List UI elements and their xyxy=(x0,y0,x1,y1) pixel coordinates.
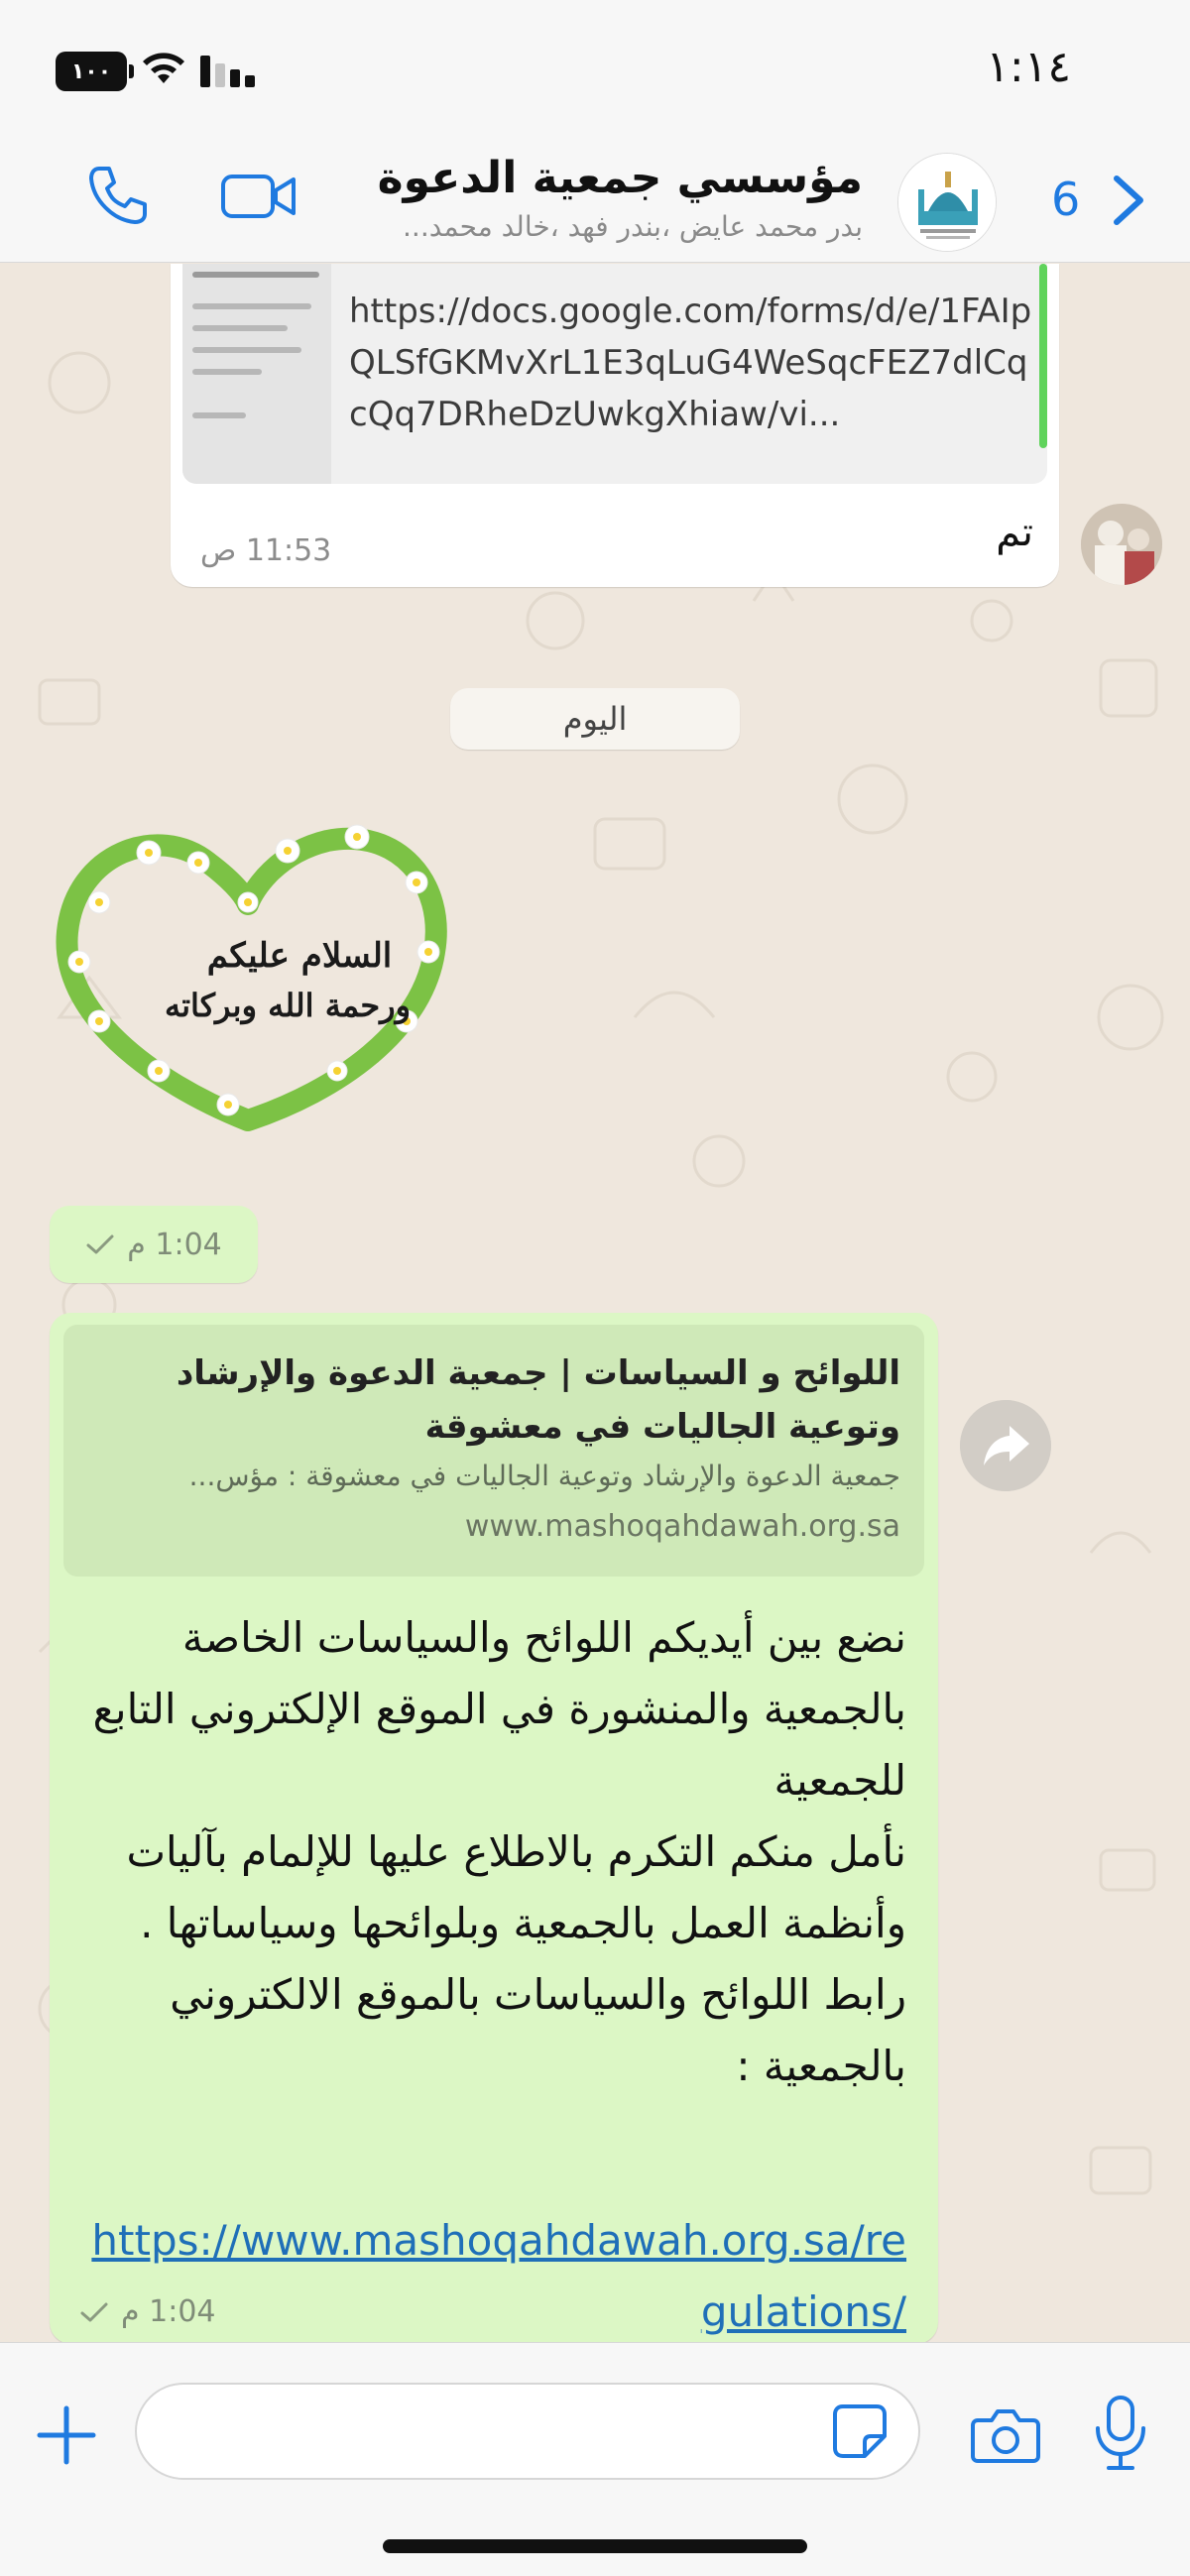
sender-photo xyxy=(1081,504,1162,585)
wifi-icon xyxy=(139,48,188,87)
checkmark-icon xyxy=(79,2301,109,2323)
battery-level: ١٠٠ xyxy=(70,59,112,84)
sticker-timestamp xyxy=(50,1206,258,1283)
link-thumbnail xyxy=(182,264,331,484)
phone-icon[interactable] xyxy=(85,163,151,228)
message-time: 11:53 ص xyxy=(200,533,332,568)
back-unread-count[interactable]: 6 xyxy=(1051,173,1081,226)
link-preview-description: جمعية الدعوة والإرشاد وتوعية الجاليات في معشوقة : مؤس... xyxy=(188,1460,900,1492)
message-list[interactable] xyxy=(0,264,1190,2342)
chat-header xyxy=(0,149,1190,263)
link-preview-domain: www.mashoqahdawah.org.sa xyxy=(464,1509,900,1544)
home-indicator[interactable] xyxy=(383,2539,807,2553)
group-avatar[interactable] xyxy=(897,153,997,252)
status-bar xyxy=(0,0,1190,149)
chat-title[interactable]: مؤسسي جمعية الدعوة xyxy=(377,153,863,203)
link-accent-bar xyxy=(1039,264,1047,448)
greeting-sticker[interactable] xyxy=(40,793,456,1150)
date-separator: اليوم xyxy=(450,688,740,750)
link-preview-card[interactable] xyxy=(182,264,1047,484)
message-text: نضع بين أيديكم اللوائح والسياسات الخاصة بالجمعية والمنشورة في الموقع الإلكتروني التابع للجمعية نأمل منكم التكرم بالاطلاع عليها للإلمام بآليات وأنظمة العمل بالجمعية وبلوائحها وسياساتها . رابط اللوائح والسياسات بالموقع الالكتروني بالجمعية : xyxy=(92,1613,906,2090)
forward-icon[interactable] xyxy=(960,1400,1051,1491)
chevron-left-icon[interactable] xyxy=(1109,173,1148,228)
camera-icon[interactable] xyxy=(970,2406,1041,2464)
incoming-message[interactable] xyxy=(171,264,1059,587)
message-link[interactable]: https://www.mashoqahdawah.org.sa/regulations/ xyxy=(91,2216,906,2336)
microphone-icon[interactable] xyxy=(1093,2395,1148,2472)
message-text: تم xyxy=(996,510,1033,555)
video-camera-icon[interactable] xyxy=(220,171,298,222)
composer-bar xyxy=(0,2342,1190,2576)
message-time: 1:04 م xyxy=(127,1227,222,1262)
message-input[interactable] xyxy=(135,2383,920,2480)
message-time: 1:04 م xyxy=(121,2294,216,2329)
signal-icon xyxy=(200,56,256,87)
battery-icon xyxy=(56,52,127,91)
status-time: ١:١٤ xyxy=(986,42,1071,92)
plus-icon[interactable] xyxy=(34,2402,99,2468)
link-preview-url[interactable]: https://docs.google.com/forms/d/e/1FAIpQLSfGKMvXrL1E3qLuG4WeSqcFEZ7dlCqcQq7DRheDzUwkgXhiaw/vi... xyxy=(349,292,1032,434)
message-timestamp xyxy=(79,2294,216,2329)
chat-members[interactable]: بدر محمد عايض ،بندر فهد ،خالد محمد... xyxy=(403,210,863,243)
checkmark-icon xyxy=(85,1233,115,1255)
sticker-icon[interactable] xyxy=(831,2402,889,2460)
sticker-line-1: السلام عليكم xyxy=(206,936,393,976)
link-preview-title[interactable]: اللوائح و السياسات | جمعية الدعوة والإرشاد وتوعية الجاليات في معشوقة xyxy=(176,1353,900,1447)
outgoing-message[interactable] xyxy=(50,1313,938,2342)
link-preview-card[interactable] xyxy=(63,1325,924,1577)
sender-avatar[interactable] xyxy=(1081,504,1162,585)
mosque-logo-icon xyxy=(898,154,997,252)
sticker-line-2: ورحمة الله وبركاته xyxy=(164,987,412,1024)
